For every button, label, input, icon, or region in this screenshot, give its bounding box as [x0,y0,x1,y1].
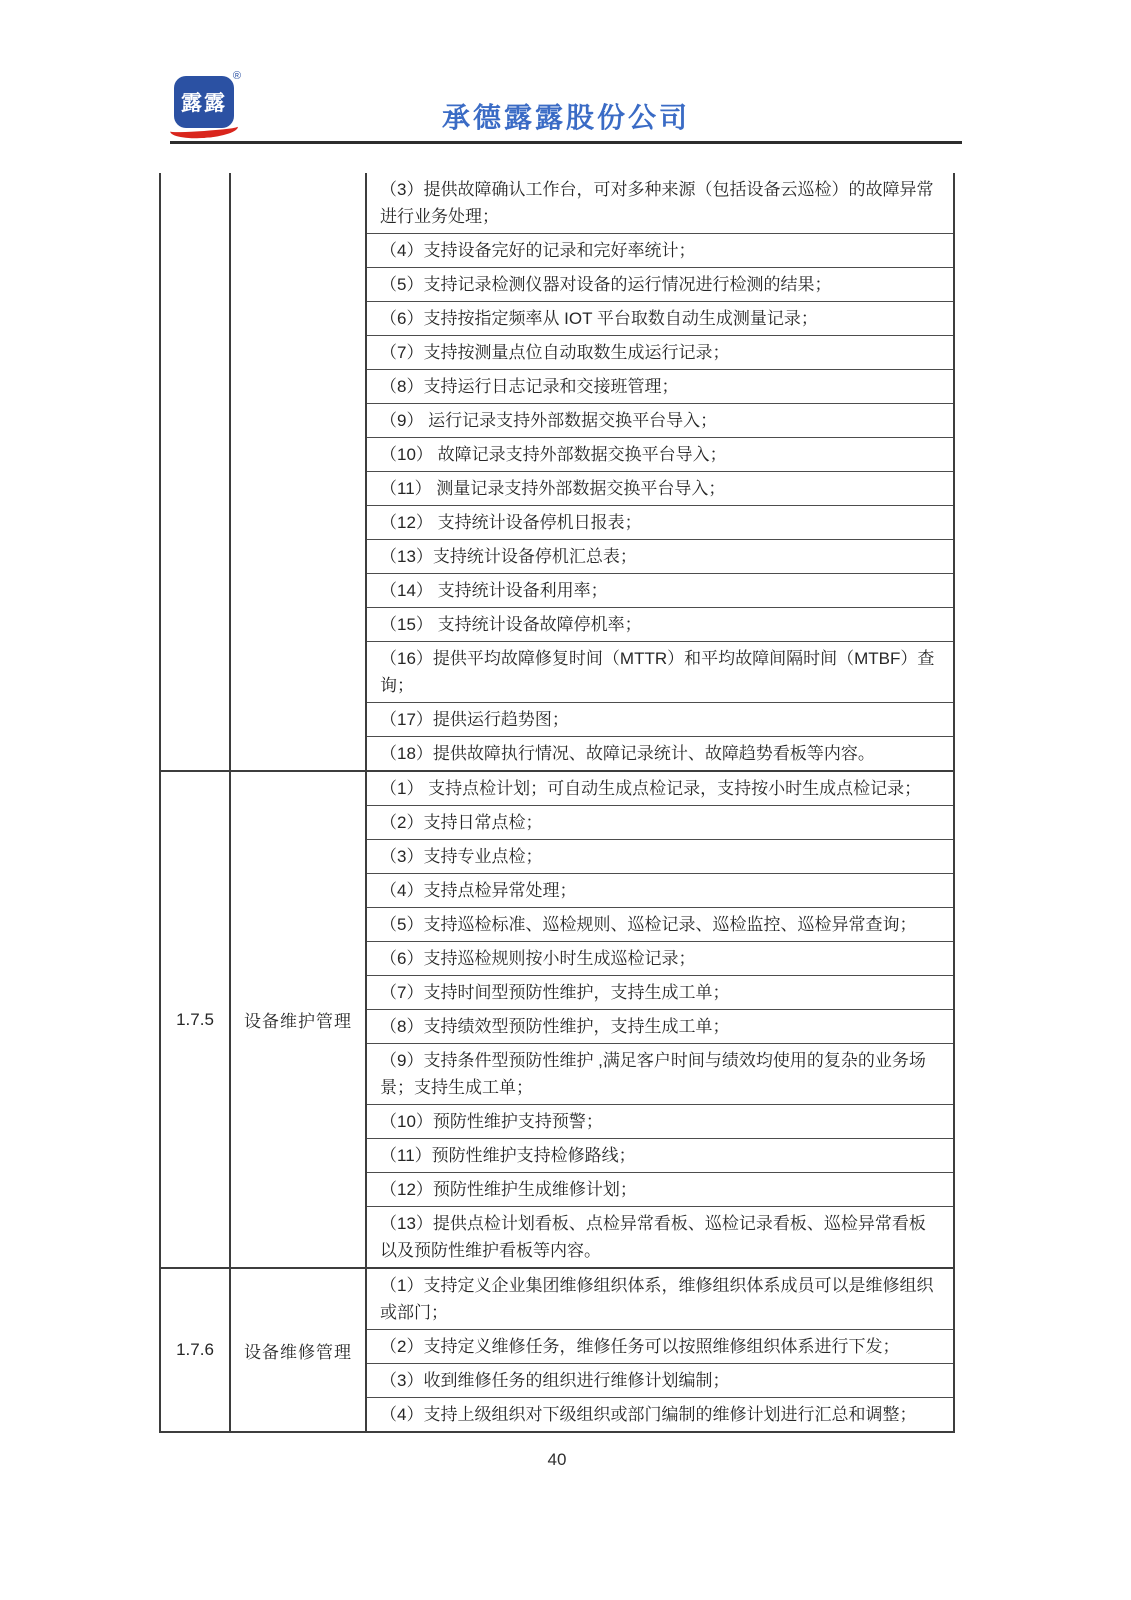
requirement-item: （4）支持上级组织对下级组织或部门编制的维修计划进行汇总和调整； [367,1397,953,1431]
requirement-item: （2）支持日常点检； [367,805,953,839]
requirement-item: （15） 支持统计设备故障停机率； [367,607,953,641]
requirement-item: （9）支持条件型预防性维护 ,满足客户时间与绩效均使用的复杂的业务场景；支持生成工单； [367,1043,953,1104]
requirement-item: （2）支持定义维修任务，维修任务可以按照维修组织体系进行下发； [367,1329,953,1363]
company-title: 承德露露股份公司 [441,102,690,133]
requirement-item: （4）支持点检异常处理； [367,873,953,907]
requirement-item: （7）支持按测量点位自动取数生成运行记录； [367,335,953,369]
section-id-cell: 1.7.5 [161,772,231,1267]
requirement-item: （18）提供故障执行情况、故障记录统计、故障趋势看板等内容。 [367,736,953,770]
requirement-item: （11）预防性维护支持检修路线； [367,1138,953,1172]
requirement-item: （12） 支持统计设备停机日报表； [367,505,953,539]
table-section [161,770,953,1267]
requirement-item: （3）提供故障确认工作台，可对多种来源（包括设备云巡检）的故障异常进行业务处理； [380,180,934,226]
section-items-column [367,1269,953,1431]
requirement-item: （11） 测量记录支持外部数据交换平台导入； [367,471,953,505]
requirement-item: （7）支持时间型预防性维护，支持生成工单； [367,975,953,1009]
requirement-item: （5）支持记录检测仪器对设备的运行情况进行检测的结果； [367,267,953,301]
page-header [0,0,1131,150]
requirement-item: （8）支持绩效型预防性维护，支持生成工单； [367,1009,953,1043]
registered-trademark-icon: ® [232,70,241,82]
section-name-cell [231,173,367,770]
requirement-item: （10）预防性维护支持预警； [367,1104,953,1138]
section-name-cell: 设备维修管理 [231,1269,367,1431]
table-section [161,173,953,770]
requirement-item: （10） 故障记录支持外部数据交换平台导入； [367,437,953,471]
requirement-item: （12）预防性维护生成维修计划； [367,1172,953,1206]
requirements-table [159,173,955,1433]
requirement-item: （3）支持专业点检； [367,839,953,873]
requirement-item: （13）提供点检计划看板、点检异常看板、巡检记录看板、巡检异常看板以及预防性维护看板等内容。 [367,1206,953,1267]
section-name-cell: 设备维护管理 [231,772,367,1267]
requirement-item: （4）支持设备完好的记录和完好率统计； [367,233,953,267]
section-id-cell [161,173,231,770]
requirement-item: （16）提供平均故障修复时间（MTTR）和平均故障间隔时间（MTBF）查询； [367,641,953,702]
requirement-item: （6）支持按指定频率从 IOT 平台取数自动生成测量记录； [367,301,953,335]
section-id-cell: 1.7.6 [161,1269,231,1431]
requirement-item: （9） 运行记录支持外部数据交换平台导入； [367,403,953,437]
header-divider [170,141,962,144]
section-items-column [367,173,953,770]
requirement-item: （1）支持定义企业集团维修组织体系，维修组织体系成员可以是维修组织或部门； [380,1276,934,1322]
requirement-item: （1） 支持点检计划；可自动生成点检记录，支持按小时生成点检记录； [380,779,922,798]
requirement-item: （17）提供运行趋势图； [367,702,953,736]
requirement-item: （13）支持统计设备停机汇总表； [367,539,953,573]
requirement-item: （14） 支持统计设备利用率； [367,573,953,607]
table-section [161,1267,953,1431]
requirement-item: （6）支持巡检规则按小时生成巡检记录； [367,941,953,975]
requirement-item: （8）支持运行日志记录和交接班管理； [367,369,953,403]
logo-text: 露露 [181,91,227,115]
requirement-item: （3）收到维修任务的组织进行维修计划编制； [367,1363,953,1397]
requirement-item: （5）支持巡检标准、巡检规则、巡检记录、巡检监控、巡检异常查询； [367,907,953,941]
page-number: 40 [547,1450,567,1469]
section-items-column [367,772,953,1267]
